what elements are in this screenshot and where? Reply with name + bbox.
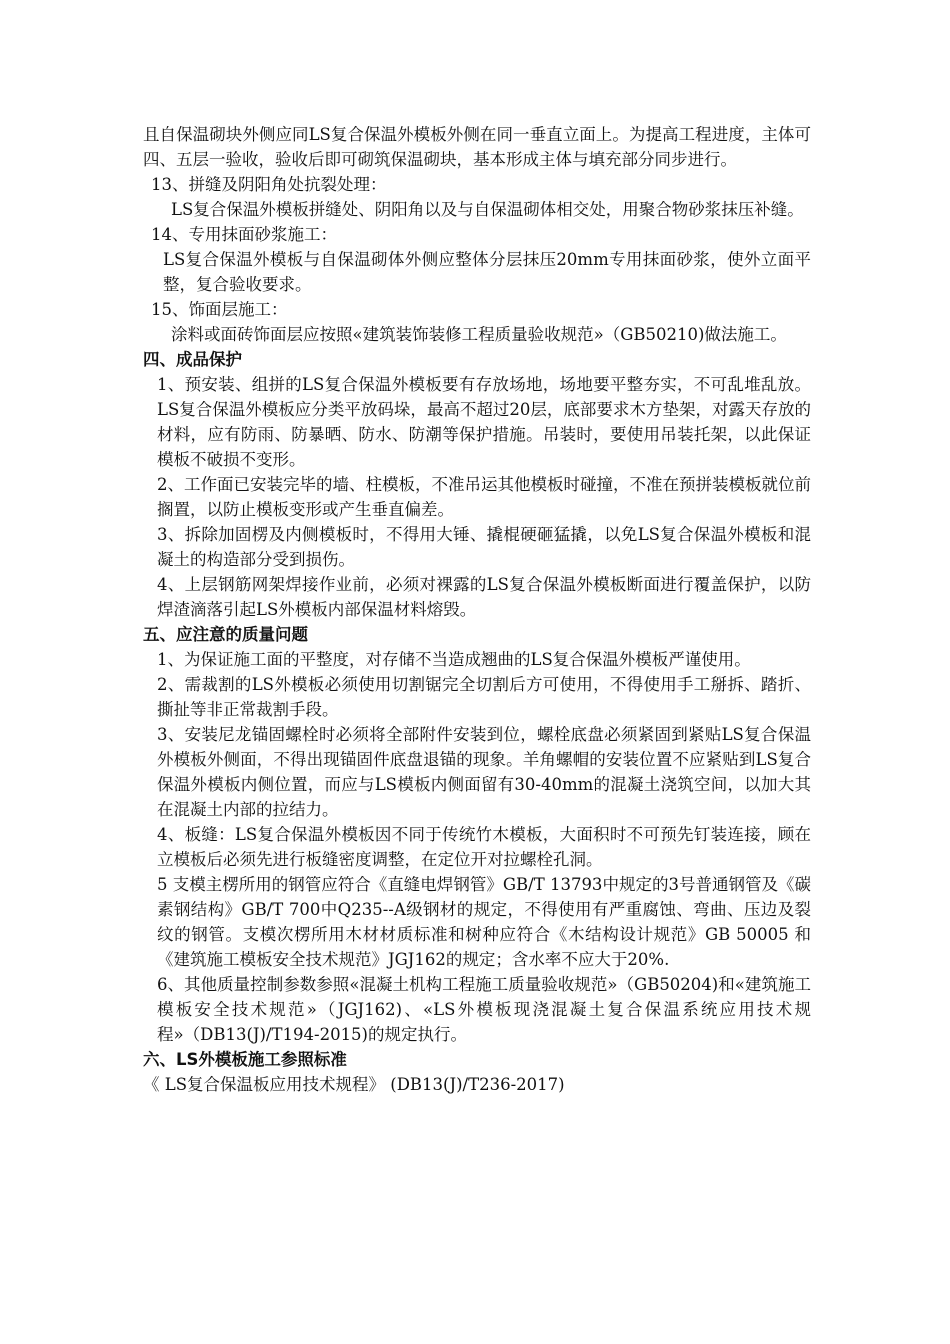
paragraph: 3、安装尼龙锚固螺栓时必须将全部附件安装到位，螺栓底盘必须紧固到紧贴LS复合保温外模板外侧面，不得出现锚固件底盘退锚的现象。羊角螺帽的安装位置不应紧贴到LS复合保温外模板内侧位置，而应与LS模板内侧面留有30-40mm的混凝土浇筑空间，以加大其在混凝土内部的拉结力。	[157, 725, 811, 819]
section-item-13: 13、拼缝及阴阳角处抗裂处理：	[151, 175, 387, 194]
paragraph: 2、工作面已安装完毕的墙、柱模板，不准吊运其他模板时碰撞，不准在预拼装模板就位前搁置，以防止模板变形或产生垂直偏差。	[157, 475, 811, 519]
paragraph: 4、板缝：LS复合保温外模板因不同于传统竹木模板，大面积时不可预先钉装连接，顾在立模板后必须先进行板缝密度调整，在定位开对拉螺栓孔洞。	[157, 825, 811, 869]
section-heading-4: 四、成品保护	[143, 350, 242, 369]
paragraph: LS复合保温外模板与自保温砌体外侧应整体分层抹压20mm专用抹面砂浆，使外立面平整，复合验收要求。	[163, 250, 811, 294]
paragraph: 1、为保证施工面的平整度，对存储不当造成翘曲的LS复合保温外模板严谨使用。	[157, 650, 751, 669]
paragraph: LS复合保温外模板拼缝处、阴阳角以及与自保温砌体相交处，用聚合物砂浆抹压补缝。	[171, 200, 804, 219]
section-item-14: 14、专用抹面砂浆施工：	[151, 225, 337, 244]
paragraph: 5 支模主楞所用的钢管应符合《直缝电焊钢管》GB/T 13793中规定的3号普通钢管及《碳素钢结构》GB/T 700中Q235--A级钢材的规定，不得使用有严重腐蚀、弯曲、压边及裂纹的钢管。支模次楞所用木材材质标准和树种应符合《木结构设计规范》GB 50005 和《建筑施工模板安全技术规范》JGJ162的规定；含水率不应大于20%.	[157, 875, 811, 969]
paragraph: 且自保温砌块外侧应同LS复合保温外模板外侧在同一垂直立面上。为提高工程进度，主体可四、五层一验收，验收后即可砌筑保温砌块，基本形成主体与填充部分同步进行。	[143, 125, 811, 169]
paragraph: 4、上层钢筋网架焊接作业前，必须对裸露的LS复合保温外模板断面进行覆盖保护，以防焊渣滴落引起LS外模板内部保温材料熔毁。	[157, 575, 811, 619]
reference-standard: 《 LS复合保温板应用技术规程》 (DB13(J)/T236-2017)	[143, 1075, 565, 1094]
paragraph: 1、预安装、组拼的LS复合保温外模板要有存放场地，场地要平整夯实，不可乱堆乱放。LS复合保温外模板应分类平放码垛，最高不超过20层，底部要求木方垫架，对露天存放的材料，应有防雨、防暴晒、防水、防潮等保护措施。吊装时，要使用吊装托架，以此保证模板不破损不变形。	[157, 375, 811, 469]
paragraph: 2、需裁割的LS外模板必须使用切割锯完全切割后方可使用，不得使用手工掰拆、踏折、撕扯等非正常裁割手段。	[157, 675, 811, 719]
paragraph: 6、其他质量控制参数参照«混凝土机构工程施工质量验收规范»（GB50204)和«建筑施工模板安全技术规范»（JGJ162)、«LS外模板现浇混凝土复合保温系统应用技术规程»（DB13(J)/T194-2015)的规定执行。	[157, 975, 811, 1044]
section-heading-5: 五、应注意的质量问题	[143, 625, 308, 644]
paragraph: 3、拆除加固楞及内侧模板时，不得用大锤、撬棍硬砸猛撬，以免LS复合保温外模板和混凝土的构造部分受到损伤。	[157, 525, 811, 569]
section-heading-6: 六、LS外模板施工参照标准	[143, 1050, 347, 1069]
document-body	[143, 122, 811, 1097]
paragraph: 涂料或面砖饰面层应按照«建筑装饰装修工程质量验收规范»（GB50210)做法施工。	[171, 325, 787, 344]
section-item-15: 15、饰面层施工：	[151, 300, 288, 319]
